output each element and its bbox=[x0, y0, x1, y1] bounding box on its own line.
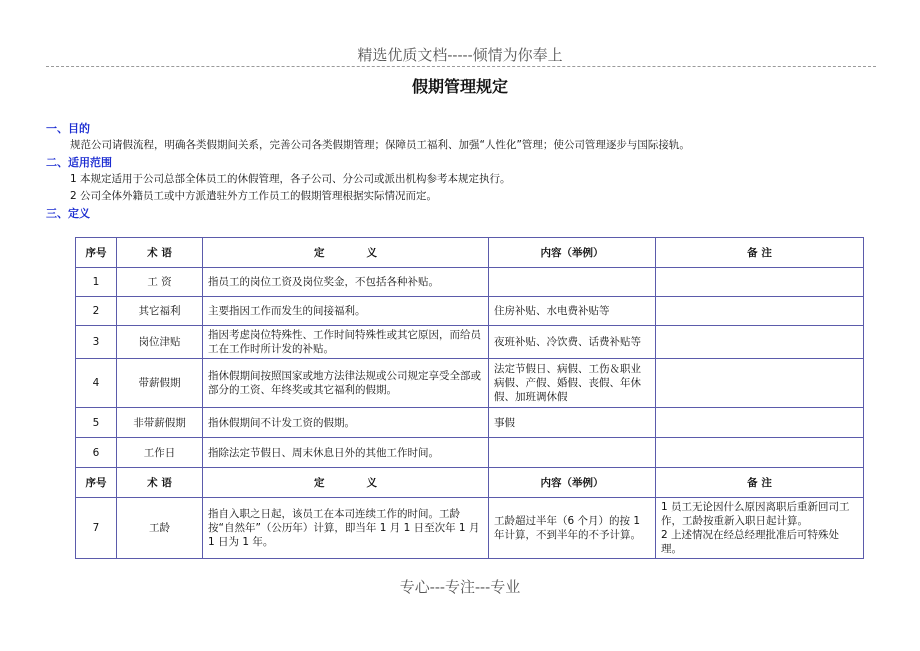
cell-no: 5 bbox=[76, 408, 117, 438]
cell-content: 工龄超过半年（6 个月）的按 1 年计算，不到半年的不予计算。 bbox=[489, 498, 656, 559]
cell-term: 工龄 bbox=[117, 498, 203, 559]
table-header-row bbox=[76, 238, 864, 268]
cell-definition: 指自入职之日起，该员工在本司连续工作的时间。工龄按“自然年”（公历年）计算，即当年 1 月 1 日至次年 1 月 1 日为 1 年。 bbox=[203, 498, 489, 559]
table-header-row-repeat bbox=[76, 468, 864, 498]
section-heading-definitions: 三、定义 bbox=[46, 207, 90, 220]
cell-remark bbox=[656, 498, 864, 559]
table-row bbox=[76, 326, 864, 359]
cell-remark bbox=[656, 297, 864, 326]
cell-remark bbox=[656, 438, 864, 468]
header-cell-definition: 定 义 bbox=[203, 468, 489, 498]
cell-term: 非带薪假期 bbox=[117, 408, 203, 438]
cell-definition: 指因考虑岗位特殊性、工作时间特殊性或其它原因，而给员工在工作时所计发的补贴。 bbox=[203, 326, 489, 359]
remark-line-2: 2 上述情况在经总经理批准后可特殊处理。 bbox=[661, 529, 840, 555]
table-row bbox=[76, 438, 864, 468]
cell-term: 带薪假期 bbox=[117, 359, 203, 408]
remark-line-1: 1 员工无论因什么原因离职后重新回司工作，工龄按重新入职日起计算。 bbox=[661, 501, 850, 527]
header-cell-term: 术 语 bbox=[117, 468, 203, 498]
header-cell-content: 内容（举例） bbox=[489, 238, 656, 268]
cell-term: 工 资 bbox=[117, 268, 203, 297]
cell-no: 2 bbox=[76, 297, 117, 326]
table-row bbox=[76, 498, 864, 559]
cell-remark bbox=[656, 408, 864, 438]
header-cell-remark: 备 注 bbox=[656, 468, 864, 498]
purpose-text: 规范公司请假流程，明确各类假期间关系，完善公司各类假期管理；保障员工福利、加强“人性化”管理；使公司管理逐步与国际接轨。 bbox=[70, 139, 690, 151]
cell-no: 4 bbox=[76, 359, 117, 408]
cell-definition: 指休假期间按照国家或地方法律法规或公司规定享受全部或部分的工资、年终奖或其它福利的假期。 bbox=[203, 359, 489, 408]
cell-no: 1 bbox=[76, 268, 117, 297]
header-cell-definition: 定 义 bbox=[203, 238, 489, 268]
document-title: 假期管理规定 bbox=[411, 77, 508, 96]
header-cell-term: 术 语 bbox=[117, 238, 203, 268]
header-cell-no: 序号 bbox=[76, 468, 117, 498]
cell-remark bbox=[656, 359, 864, 408]
cell-content bbox=[489, 438, 656, 468]
page-header: 精选优质文档-----倾情为你奉上 bbox=[357, 46, 563, 64]
cell-content: 法定节假日、病假、工伤＆职业病假、产假、婚假、丧假、年休假、加班调休假 bbox=[489, 359, 656, 408]
header-cell-no: 序号 bbox=[76, 238, 117, 268]
table-row bbox=[76, 408, 864, 438]
cell-content: 事假 bbox=[489, 408, 656, 438]
cell-remark bbox=[656, 268, 864, 297]
cell-definition: 指员工的岗位工资及岗位奖金，不包括各种补贴。 bbox=[203, 268, 489, 297]
table-row bbox=[76, 359, 864, 408]
cell-content bbox=[489, 268, 656, 297]
definitions-table bbox=[75, 237, 864, 559]
cell-no: 6 bbox=[76, 438, 117, 468]
cell-content: 夜班补贴、冷饮费、话费补贴等 bbox=[489, 326, 656, 359]
cell-definition: 主要指因工作而发生的间接福利。 bbox=[203, 297, 489, 326]
cell-no: 3 bbox=[76, 326, 117, 359]
cell-term: 工作日 bbox=[117, 438, 203, 468]
cell-content: 住房补贴、水电费补贴等 bbox=[489, 297, 656, 326]
header-cell-content: 内容（举例） bbox=[489, 468, 656, 498]
scope-line-1: 1 本规定适用于公司总部全体员工的休假管理，各子公司、分公司或派出机构参考本规定执行。 bbox=[70, 173, 511, 185]
page-footer: 专心---专注---专业 bbox=[399, 578, 521, 596]
cell-term: 岗位津贴 bbox=[117, 326, 203, 359]
cell-remark bbox=[656, 326, 864, 359]
cell-definition: 指休假期间不计发工资的假期。 bbox=[203, 408, 489, 438]
table-row bbox=[76, 297, 864, 326]
header-cell-remark: 备 注 bbox=[656, 238, 864, 268]
table-row bbox=[76, 268, 864, 297]
cell-no: 7 bbox=[76, 498, 117, 559]
scope-line-2: 2 公司全体外籍员工或中方派遣驻外方工作员工的假期管理根据实际情况而定。 bbox=[70, 190, 438, 202]
section-heading-scope: 二、适用范围 bbox=[46, 156, 112, 169]
cell-definition: 指除法定节假日、周末休息日外的其他工作时间。 bbox=[203, 438, 489, 468]
cell-term: 其它福利 bbox=[117, 297, 203, 326]
section-heading-purpose: 一、目的 bbox=[46, 122, 90, 135]
header-divider bbox=[46, 66, 876, 67]
